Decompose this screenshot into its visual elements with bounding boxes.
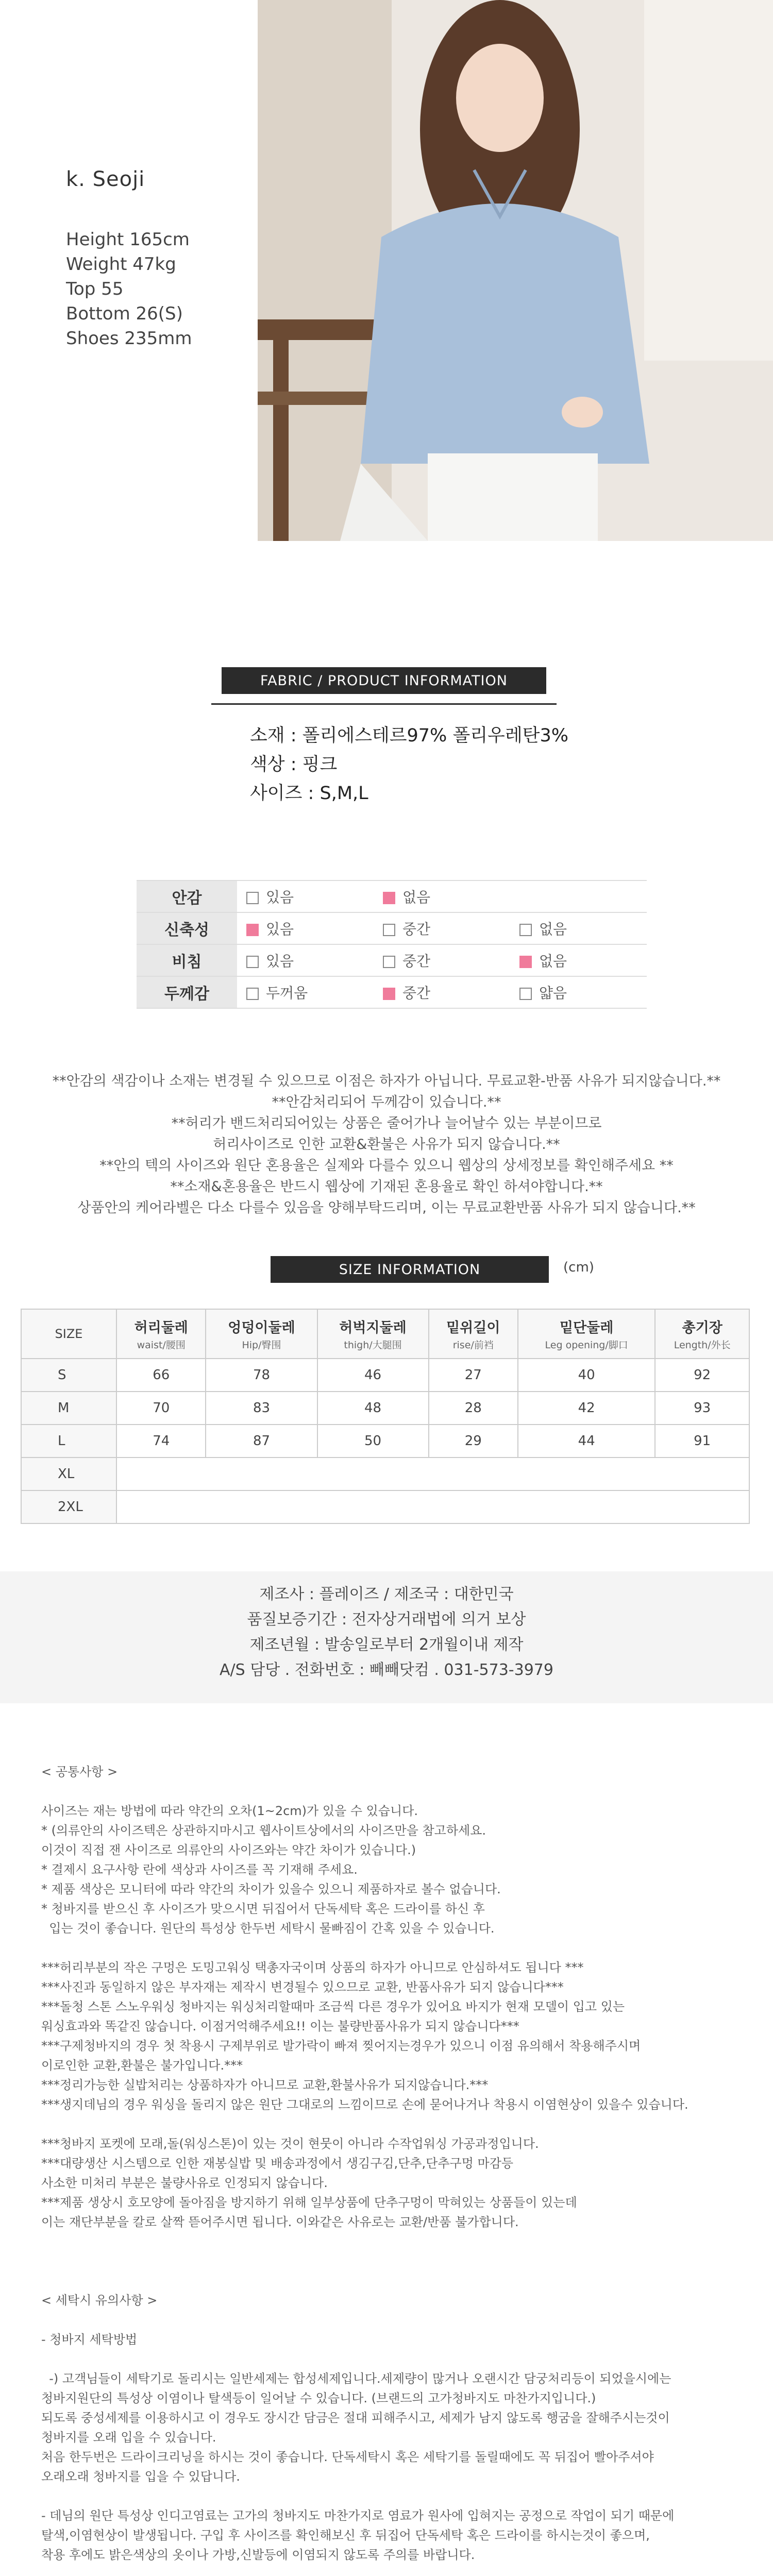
guide-line [41, 2565, 732, 2576]
fabric-material: 소재 : 폴리에스테르97% 폴리우레탄3% [250, 725, 569, 746]
table-row [21, 1392, 749, 1425]
manufacturer-line: 제조사 : 플레이즈 / 제조국 : 대한민국 [259, 1585, 514, 1603]
guide-line [41, 2310, 732, 2330]
checkbox-icon [519, 924, 532, 936]
checkbox-icon [246, 892, 259, 904]
option-label: 중간 [402, 953, 431, 970]
table-row [21, 1458, 749, 1490]
fabric-option [237, 880, 374, 912]
model-weight: Weight 47kg [66, 254, 176, 275]
model-height: Height 165cm [66, 229, 190, 250]
option-label: 얇음 [539, 985, 567, 1002]
guide-line: 처음 한두번은 드라이크리닝을 하시는 것이 좋습니다. 단독세탁시 혹은 세탁기를 돌릴때에도 꼭 뒤집어 빨아주셔야 [41, 2450, 654, 2464]
model-photo [258, 0, 773, 541]
size-cell: 66 [116, 1359, 206, 1392]
guide-line: * 결제시 요구사항 란에 색상과 사이즈를 꼭 기재해 주세요. [41, 1862, 358, 1877]
size-label: S [21, 1359, 116, 1392]
guide-line: 입는 것이 좋습니다. 원단의 특성상 한두번 세탁시 물빠짐이 간혹 있을 수 있습니다. [41, 1921, 495, 1936]
note-line: 상품안의 케어라벨은 다소 다를수 있음을 양해부탁드리며, 이는 무료교환반품 사유가 되지 않습니다.** [77, 1200, 696, 1216]
size-cell: 27 [429, 1359, 518, 1392]
fabric-option [374, 880, 510, 912]
guide-line [41, 2232, 732, 2251]
guide-line: 되도록 중성세제를 이용하시고 이 경우도 장시간 담금은 절대 피해주시고, 세제가 남지 않도록 행굼을 잘해주시는것이 [41, 2411, 670, 2425]
guide-line [41, 2349, 732, 2369]
fabric-size: 사이즈 : S,M,L [250, 783, 368, 804]
column-header: 밑위길이 rise/前裆 [429, 1309, 518, 1359]
option-label: 없음 [539, 921, 567, 938]
size-cell: 28 [429, 1392, 518, 1425]
model-photo-illustration [258, 0, 773, 541]
size-cell: 42 [518, 1392, 655, 1425]
fabric-option [510, 944, 647, 976]
note-line: **안감의 색감이나 소재는 변경될 수 있으므로 이점은 하자가 아닙니다. 무료교환-반품 사유가 되지않습니다.** [52, 1073, 721, 1089]
guide-line: 청바지원단의 특성상 이염이나 탈색등이 일어날 수 있습니다. (브랜드의 고가청바지도 마찬가지입니다.) [41, 2391, 596, 2405]
model-shoes-size: Shoes 235mm [66, 328, 192, 349]
guide-line: < 공통사항 > [41, 1765, 118, 1779]
fabric-header-rule [211, 703, 557, 705]
checkbox-icon [383, 924, 395, 936]
guide-line: - 청바지 세탁방법 [41, 2332, 138, 2347]
fabric-basic-info [250, 721, 611, 808]
size-cell-empty [116, 1458, 749, 1490]
size-cell: 44 [518, 1425, 655, 1458]
fabric-option [374, 912, 510, 944]
guide-line: ***구제청바지의 경우 첫 착용시 구제부위로 발가락이 빠져 찢어지는경우가 있으니 이점 유의해서 착용해주시며 [41, 2039, 641, 2053]
guide-line: 사소한 미처리 부분은 불량사유로 인정되지 않습니다. [41, 2176, 328, 2190]
size-cell: 83 [206, 1392, 317, 1425]
guide-line: 착용 후에도 밝은색상의 옷이나 가방,신발등에 이염되지 않도록 주의를 바랍니다. [41, 2548, 475, 2562]
guide-line [41, 2251, 732, 2271]
checkbox-checked-icon [246, 924, 259, 936]
size-cell: 78 [206, 1359, 317, 1392]
model-section [0, 0, 773, 541]
fabric-option [237, 912, 374, 944]
option-label: 있음 [266, 953, 294, 970]
option-label: 있음 [266, 889, 294, 906]
checkbox-checked-icon [519, 956, 532, 968]
column-header: 밑단둘레 Leg opening/脚口 [518, 1309, 655, 1359]
fabric-option [510, 912, 647, 944]
size-cell: 46 [317, 1359, 429, 1392]
guide-line: 이로인한 교환,환불은 불가입니다.*** [41, 2058, 243, 2073]
option-label: 중간 [402, 985, 431, 1002]
guide-line: < 세탁시 유의사항 > [41, 2293, 158, 2308]
guide-line: -) 고객님들이 세탁기로 돌리시는 일반세제는 합성세제입니다.세제량이 많거나 오랜시간 담궁처리등이 되었을시에는 [41, 2371, 671, 2386]
note-line: **안감처리되어 두께감이 있습니다.** [272, 1094, 501, 1110]
fabric-property-table [137, 880, 647, 1009]
table-row [137, 976, 647, 1008]
table-row [137, 912, 647, 944]
size-label: XL [21, 1458, 116, 1490]
guide-line [41, 2114, 732, 2134]
size-cell: 74 [116, 1425, 206, 1458]
guide-line: ***생지데님의 경우 워싱을 돌리지 않은 원단 그대로의 느낌이므로 손에 묻어나거나 착용시 이염현상이 있을수 있습니다. [41, 2097, 688, 2112]
guide-line: 워싱효과와 똑같진 않습니다. 이점거억해주세요!! 이는 불량반품사유가 되지 않습니다*** [41, 2019, 519, 2033]
fabric-option [374, 944, 510, 976]
fabric-prop-label: 신축성 [137, 912, 237, 944]
production-date-line: 제조년월 : 발송일로부터 2개월이내 제작 [249, 1636, 524, 1654]
option-label: 두꺼움 [266, 985, 308, 1002]
fabric-prop-label: 안감 [137, 880, 237, 912]
column-header: 허벅지둘레 thigh/大腿围 [317, 1309, 429, 1359]
guide-line: * (의류안의 사이즈텍은 상관하지마시고 웹사이트상에서의 사이즈만을 참고하세요. [41, 1823, 486, 1838]
fabric-header: FABRIC / PRODUCT INFORMATION [222, 667, 546, 694]
option-label: 없음 [539, 953, 567, 970]
guide-line: ***허리부분의 작은 구멍은 도밍고워싱 택총자국이며 상품의 하자가 아니므로 안심하셔도 됩니다 *** [41, 1960, 584, 1975]
as-contact-line: A/S 담당 . 전화번호 : 빼빼닷컴 . 031-573-3979 [220, 1661, 553, 1679]
checkbox-icon [246, 956, 259, 968]
model-top-size: Top 55 [66, 279, 124, 299]
size-cell: 50 [317, 1425, 429, 1458]
column-header: 총기장 Length/外长 [655, 1309, 749, 1359]
fabric-option [237, 976, 374, 1008]
fabric-option [510, 976, 647, 1008]
guide-line: ***돌청 스톤 스노우워싱 청바지는 워싱처리할때마 조금씩 다른 경우가 있어요 바지가 현재 모델이 입고 있는 [41, 1999, 625, 2014]
note-line: **안의 텍의 사이즈와 원단 혼용율은 실제와 다를수 있으니 웹상의 상세정보를 확인해주세요 ** [99, 1158, 674, 1174]
checkbox-icon [383, 956, 395, 968]
size-table [21, 1309, 750, 1524]
guide-line: * 제품 색상은 모니터에 따라 약간의 차이가 있을수 있으니 제품하자로 볼수 없습니다. [41, 1882, 501, 1896]
size-cell: 87 [206, 1425, 317, 1458]
size-cell-empty [116, 1490, 749, 1523]
manufacturer-info [0, 1571, 773, 1703]
guide-line: ***제품 생상시 호모양에 돌아짐을 방지하기 위해 일부상품에 단추구멍이 막혀있는 상품들이 있는데 [41, 2195, 577, 2210]
table-row [21, 1425, 749, 1458]
guide-line [41, 2271, 732, 2291]
guide-line [41, 1938, 732, 1958]
model-bottom-size: Bottom 26(S) [66, 303, 183, 324]
note-line: **허리가 밴드처리되어있는 상품은 줄어가나 늘어날수 있는 부분이므로 [171, 1115, 602, 1131]
guide-line [41, 1782, 732, 1801]
guide-line: 오래오래 청바지를 입을 수 있답니다. [41, 2469, 240, 2484]
checkbox-checked-icon [383, 988, 395, 1000]
option-label: 없음 [402, 889, 431, 906]
fabric-prop-label: 비침 [137, 944, 237, 976]
guide-line: ***정리가능한 실밥처리는 상품하자가 아니므로 교환,환불사유가 되지않습니다.*** [41, 2078, 489, 2092]
size-unit: (cm) [563, 1260, 594, 1275]
note-line: 허리사이즈로 인한 교환&환불은 사유가 되지 않습니다.** [213, 1137, 560, 1153]
size-cell: 70 [116, 1392, 206, 1425]
fabric-option-empty [510, 880, 647, 912]
table-row [21, 1359, 749, 1392]
warranty-line: 품질보증기간 : 전자상거래법에 의거 보상 [247, 1611, 526, 1629]
size-table-header [21, 1309, 749, 1359]
guide-line: * 청바지를 받으신 후 사이즈가 맞으시면 뒤집어서 단독세탁 혹은 드라이를 하신 후 [41, 1902, 485, 1916]
fabric-option [237, 944, 374, 976]
size-corner: SIZE [21, 1309, 116, 1359]
checkbox-icon [519, 988, 532, 1000]
table-row [137, 944, 647, 976]
column-header: 허리둘레 waist/腰围 [116, 1309, 206, 1359]
guide-line: 이는 재단부분을 칼로 살짝 뜯어주시면 됩니다. 이와같은 사유로는 교환/반품 불가합니다. [41, 2215, 519, 2229]
fabric-prop-label: 두께감 [137, 976, 237, 1008]
guide-line: ***사진과 동일하지 않은 부자재는 제작시 변경될수 있으므로 교환, 반품사유가 되지 않습니다*** [41, 1980, 564, 1994]
size-cell: 40 [518, 1359, 655, 1392]
size-cell: 48 [317, 1392, 429, 1425]
guide-line: 탈색,이염현상이 발생됩니다. 구입 후 사이즈를 확인해보신 후 뒤집어 단독세탁 혹은 드라이를 하시는것이 좋으며, [41, 2528, 650, 2543]
guide-line: 이것이 직접 잰 사이즈로 의류안의 사이즈와는 약간 차이가 있습니다.) [41, 1843, 416, 1857]
fabric-notes [0, 1071, 773, 1218]
model-info [66, 167, 221, 351]
guide-line: ***대량생산 시스템으로 인한 재봉실밥 및 배송과정에서 생김구김,단추,단추구멍 마감등 [41, 2156, 514, 2171]
checkbox-checked-icon [383, 892, 395, 904]
size-cell: 93 [655, 1392, 749, 1425]
size-header: SIZE INFORMATION [271, 1256, 549, 1283]
guide-line: 사이즈는 재는 방법에 따라 약간의 오차(1~2cm)가 있을 수 있습니다. [41, 1804, 418, 1818]
fabric-color: 색상 : 핑크 [250, 754, 338, 775]
column-header: 엉덩이둘레 Hip/臀围 [206, 1309, 317, 1359]
option-label: 있음 [266, 921, 294, 938]
care-guide [41, 1762, 732, 2576]
guide-line: ***청바지 포켓에 모래,돌(워싱스톤)이 있는 것이 현뭇이 아니라 수작업워싱 가공과정입니다. [41, 2137, 539, 2151]
table-row [21, 1490, 749, 1523]
guide-line: 청바지를 오래 입을 수 있습니다. [41, 2430, 216, 2445]
table-row [137, 880, 647, 912]
guide-line [41, 2486, 732, 2506]
option-label: 중간 [402, 921, 431, 938]
size-cell: 92 [655, 1359, 749, 1392]
size-label: L [21, 1425, 116, 1458]
size-cell: 91 [655, 1425, 749, 1458]
size-label: M [21, 1392, 116, 1425]
note-line: **소재&혼용율은 반드시 웹상에 기재된 혼용율로 확인 하셔야합니다.** [170, 1179, 603, 1195]
model-name: k. Seoji [66, 167, 145, 191]
checkbox-icon [246, 988, 259, 1000]
guide-line: - 데님의 원단 특성상 인디고염료는 고가의 청바지도 마찬가지로 염료가 원사에 입혀지는 공정으로 작업이 되기 때문에 [41, 2509, 675, 2523]
size-label: 2XL [21, 1490, 116, 1523]
fabric-option [374, 976, 510, 1008]
size-cell: 29 [429, 1425, 518, 1458]
